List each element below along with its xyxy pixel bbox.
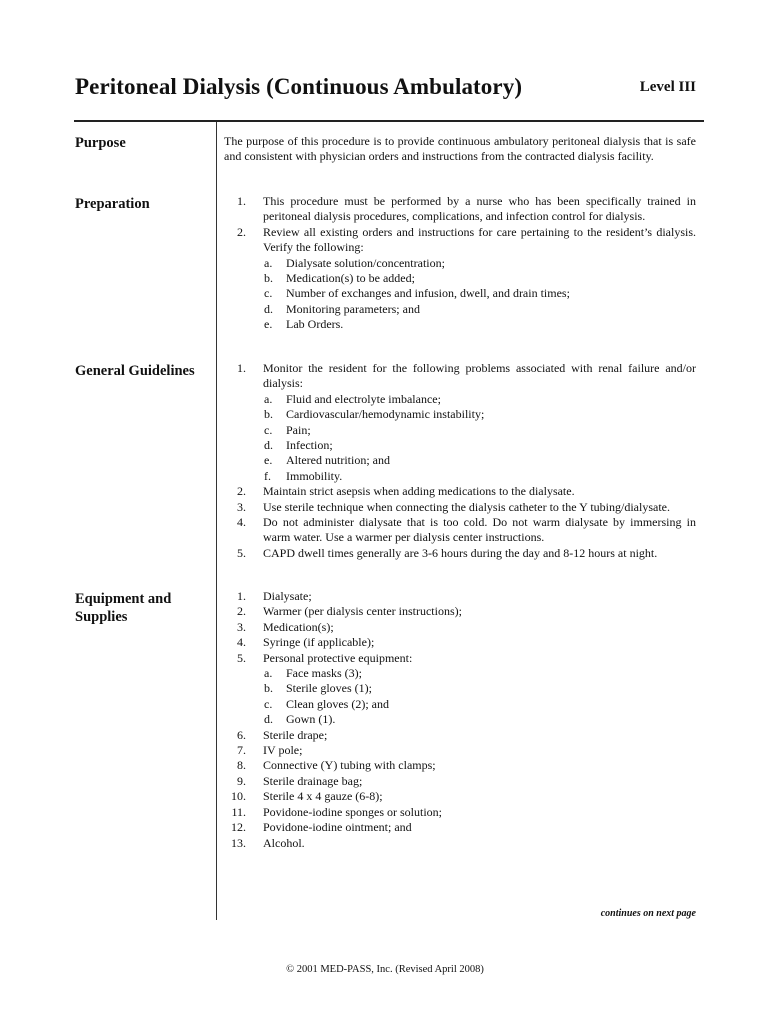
purpose-label: Purpose xyxy=(75,135,126,151)
general-guidelines-label: General Guidelines xyxy=(75,363,195,379)
column-divider xyxy=(216,122,217,920)
list-item: 1. Dialysate; xyxy=(237,589,312,603)
sub-item: e. Lab Orders. xyxy=(264,317,344,332)
list-item: 2. Warmer (per dialysis center instructions); xyxy=(237,604,462,619)
sub-item: b. Sterile gloves (1); xyxy=(264,681,372,696)
sub-item: b. Medication(s) to be added; xyxy=(264,271,415,286)
sub-item: d. Monitoring parameters; and xyxy=(264,301,420,316)
list-item: 10. Sterile 4 x 4 gauze (6-8); xyxy=(231,789,383,804)
purpose-section xyxy=(224,134,696,165)
list-item: 6. Sterile drape; xyxy=(237,727,328,742)
page-title: Peritoneal Dialysis (Continuous Ambulatory) xyxy=(75,74,523,99)
list-item: 12. Povidone-iodine ointment; and xyxy=(231,820,412,835)
sub-item: e. Altered nutrition; and xyxy=(264,453,390,468)
list-item: 4. Syringe (if applicable); xyxy=(237,635,375,650)
equipment-supplies-label: Equipment and Supplies xyxy=(75,591,172,625)
list-item: 2. Maintain strict asepsis when adding medications to the dialysate. xyxy=(237,484,575,499)
list-item: 7. IV pole; xyxy=(237,743,303,758)
list-item: 5. CAPD dwell times generally are 3-6 hours during the day and 8-12 hours at night. xyxy=(237,545,658,560)
sub-item: a. Dialysate solution/concentration; xyxy=(264,255,445,270)
sub-item: c. Number of exchanges and infusion, dwell, and drain times; xyxy=(264,286,570,301)
list-item: 8. Connective (Y) tubing with clamps; xyxy=(237,758,436,773)
continues-note: continues on next page xyxy=(600,908,696,919)
list-item: 1. Monitor the resident for the following problems associated with renal failure and/or dialysis: xyxy=(237,361,696,391)
header-divider xyxy=(74,120,704,122)
sub-item: a. Face masks (3); xyxy=(264,666,362,681)
preparation-label: Preparation xyxy=(75,196,150,212)
list-item: 5. Personal protective equipment: xyxy=(237,650,413,665)
copyright-footer: © 2001 MED-PASS, Inc. (Revised April 2008) xyxy=(286,964,484,975)
list-item: 3. Medication(s); xyxy=(237,619,334,634)
general-guidelines-section xyxy=(224,361,696,561)
preparation-section xyxy=(224,194,696,333)
list-item: 4. Do not administer dialysate that is too cold. Do not warm dialysate by immersing in warm water. Use a warmer per dialysis center instructions. xyxy=(237,515,696,545)
list-item: 11. Povidone-iodine sponges or solution; xyxy=(231,804,442,819)
sub-item: a. Fluid and electrolyte imbalance; xyxy=(264,391,441,406)
equipment-supplies-section xyxy=(224,589,696,851)
sub-item: b. Cardiovascular/hemodynamic instability; xyxy=(264,407,485,422)
list-item: 13. Alcohol. xyxy=(231,835,305,850)
list-item: 9. Sterile drainage bag; xyxy=(237,773,363,788)
list-item: 3. Use sterile technique when connecting the dialysis catheter to the Y tubing/dialysate. xyxy=(237,499,670,514)
level-badge: Level III xyxy=(639,79,696,95)
sub-item: c. Clean gloves (2); and xyxy=(264,696,389,711)
sub-item: f. Immobility. xyxy=(264,468,343,483)
list-item: 1. This procedure must be performed by a nurse who has been specifically trained in peritoneal dialysis procedures, complications, and infection control for dialysis. xyxy=(237,194,696,224)
sub-item: c. Pain; xyxy=(264,422,311,437)
purpose-text: The purpose of this procedure is to provide continuous ambulatory peritoneal dialysis that is safe and consistent with physician orders and instructions from the contracted dialysis facility. xyxy=(224,134,696,164)
list-item: 2. Review all existing orders and instructions for care pertaining to the resident’s dialysis. Verify the following: xyxy=(237,224,696,255)
sub-item: d. Gown (1). xyxy=(264,712,336,727)
sub-item: d. Infection; xyxy=(264,438,333,453)
